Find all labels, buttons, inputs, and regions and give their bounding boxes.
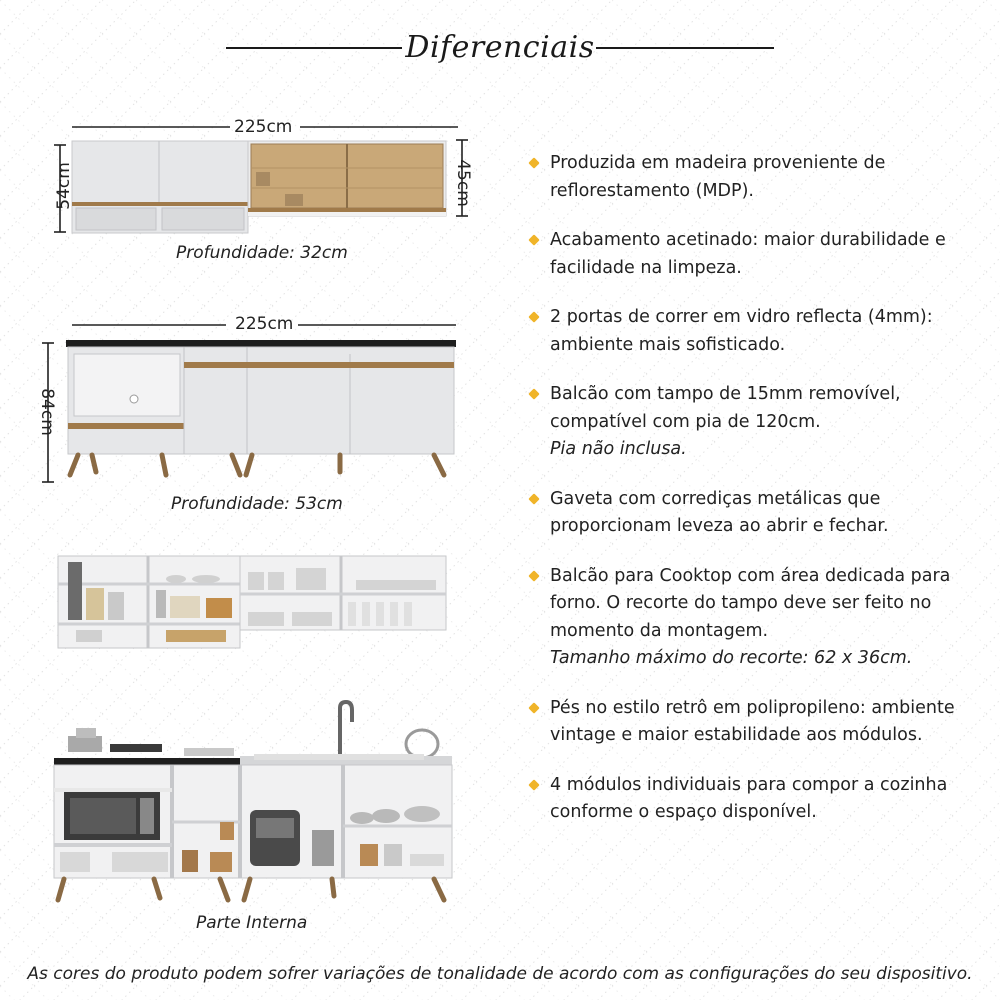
feature-note: Pia não inclusa. bbox=[550, 439, 687, 459]
feature-note: Tamanho máximo do recorte: 62 x 36cm. bbox=[550, 648, 913, 668]
feature-text: Acabamento acetinado: maior durabilidade e facilidade na limpeza. bbox=[550, 230, 946, 278]
feature-item bbox=[528, 304, 998, 359]
upper-depth-label: Profundidade: 32cm bbox=[176, 243, 348, 263]
feature-text: Gaveta com corrediças metálicas que proporcionam leveza ao abrir e fechar. bbox=[550, 488, 889, 536]
feature-item bbox=[528, 563, 998, 673]
feature-item bbox=[528, 381, 998, 464]
feature-text: Balcão com tampo de 15mm removível, compatível com pia de 120cm. bbox=[550, 384, 901, 432]
diamond-bullet-icon bbox=[528, 570, 539, 581]
lower-cabinet-diagram bbox=[36, 310, 466, 490]
lower-height-label: 84cm bbox=[37, 388, 57, 436]
feature-item bbox=[528, 486, 998, 541]
title-rule-right bbox=[596, 47, 774, 49]
feature-text: Pés no estilo retrô em polipropileno: ambiente vintage e maior estabilidade aos módulos. bbox=[550, 697, 955, 745]
feature-item bbox=[528, 227, 998, 282]
feature-list bbox=[528, 150, 998, 849]
lower-interior-diagram bbox=[50, 700, 456, 906]
page-title: Diferenciais bbox=[405, 30, 595, 65]
interior-caption: Parte Interna bbox=[196, 913, 308, 933]
diamond-bullet-icon bbox=[528, 234, 539, 245]
feature-text: Produzida em madeira proveniente de reflorestamento (MDP). bbox=[550, 153, 886, 201]
feature-item bbox=[528, 695, 998, 750]
feature-item bbox=[528, 150, 998, 205]
diamond-bullet-icon bbox=[528, 388, 539, 399]
footer-disclaimer: As cores do produto podem sofrer variações de tonalidade de acordo com as configurações do seu dispositivo. bbox=[27, 964, 973, 984]
upper-height-right-label: 45cm bbox=[453, 159, 473, 207]
feature-text: 4 módulos individuais para compor a cozinha conforme o espaço disponível. bbox=[550, 774, 948, 822]
diamond-bullet-icon bbox=[528, 157, 539, 168]
upper-height-left-label: 54cm bbox=[54, 162, 74, 210]
feature-text: 2 portas de correr em vidro reflecta (4mm): ambiente mais sofisticado. bbox=[550, 307, 933, 355]
feature-text: Balcão para Cooktop com área dedicada para forno. O recorte do tampo deve ser feito no momento da montagem. bbox=[550, 565, 951, 641]
feature-item bbox=[528, 772, 998, 827]
diamond-bullet-icon bbox=[528, 493, 539, 504]
diamond-bullet-icon bbox=[528, 779, 539, 790]
lower-depth-label: Profundidade: 53cm bbox=[171, 494, 343, 514]
diamond-bullet-icon bbox=[528, 702, 539, 713]
diamond-bullet-icon bbox=[528, 311, 539, 322]
upper-width-label: 225cm bbox=[234, 117, 293, 137]
lower-width-label: 225cm bbox=[235, 314, 294, 334]
title-block bbox=[0, 28, 1000, 72]
upper-interior-diagram bbox=[56, 554, 448, 654]
